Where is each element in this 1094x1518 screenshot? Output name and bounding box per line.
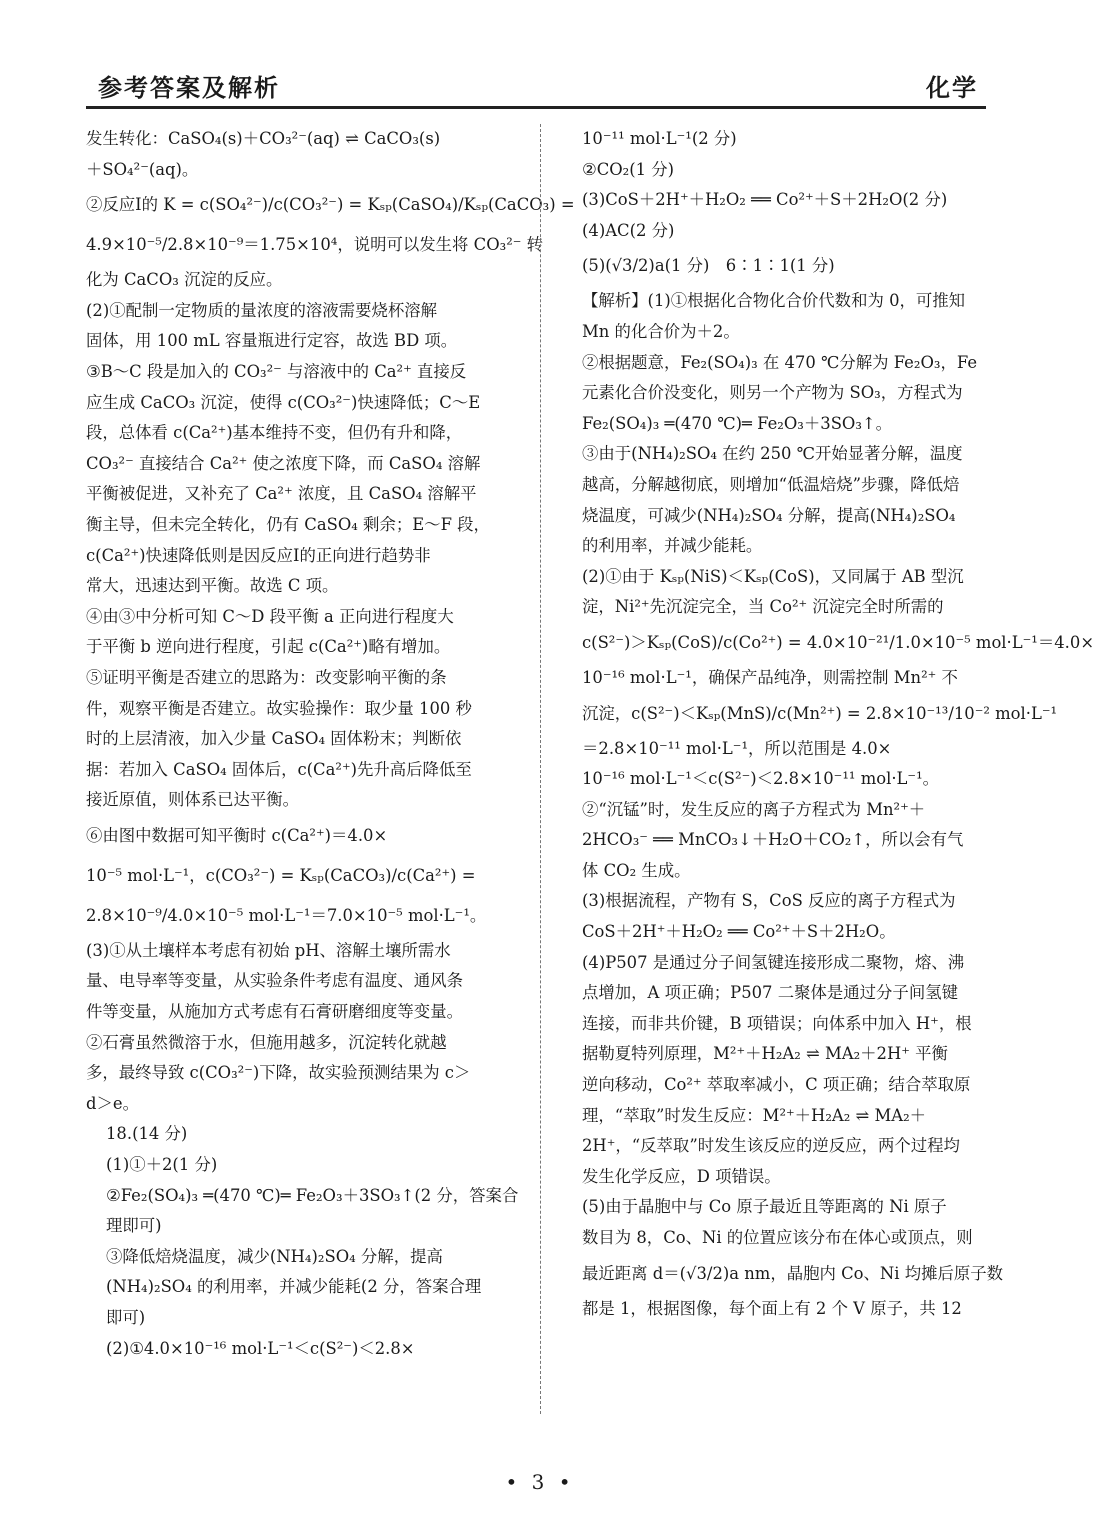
text-line: 发生转化：CaSO₄(s)＋CO₃²⁻(aq) ⇌ CaCO₃(s) [86,129,441,148]
text-line: Fe₂(SO₄)₃ ═(470 ℃)═ Fe₂O₃＋3SO₃↑。 [582,413,893,433]
text-line: ②石膏虽然微溶于水，但施用越多，沉淀转化就越 [86,1032,447,1052]
text-line: 10⁻¹⁶ mol·L⁻¹＜c(S²⁻)＜2.8×10⁻¹¹ mol·L⁻¹。 [582,769,940,789]
text-line: ＋SO₄²⁻(aq)。 [86,159,199,179]
text-line: ＝2.8×10⁻¹¹ mol·L⁻¹，所以范围是 4.0× [582,738,892,758]
page-header [86,66,986,109]
text-line: 沉淀，c(S²⁻)＜Kₛₚ(MnS)/c(Mn²⁺) = 2.8×10⁻¹³/10⁻² mol·L⁻¹ [582,703,1058,723]
text-line: (5)(√3/2)a(1 分) 6∶1∶1(1 分) [582,256,835,276]
text-line: 据勒夏特列原理，M²⁺＋H₂A₂ ⇌ MA₂＋2H⁺ 平衡 [582,1044,948,1064]
text-line: (5)由于晶胞中与 Co 原子最近且等距离的 Ni 原子 [582,1197,947,1217]
text-line: 件等变量，从施加方式考虑有石膏研磨细度等变量。 [86,1002,463,1022]
text-line: 平衡被促进，又补充了 Ca²⁺ 浓度，且 CaSO₄ 溶解平 [86,484,477,504]
text-line: (3)CoS＋2H⁺＋H₂O₂ ══ Co²⁺＋S＋2H₂O(2 分) [582,190,948,210]
text-line: 都是 1，根据图像，每个面上有 2 个 V 原子，共 12 [582,1298,962,1318]
text-line: ③由于(NH₄)₂SO₄ 在约 250 ℃开始显著分解，温度 [582,444,963,464]
text-line: (NH₄)₂SO₄ 的利用率，并减少能耗(2 分，答案合理 [106,1277,482,1297]
text-line: (2)①由于 Kₛₚ(NiS)＜Kₛₚ(CoS)，又同属于 AB 型沉 [582,566,964,586]
text-line: ⑥由图中数据可知平衡时 c(Ca²⁺)＝4.0× [86,825,388,845]
text-line: (2)①4.0×10⁻¹⁶ mol·L⁻¹＜c(S²⁻)＜2.8× [106,1338,415,1358]
text-line: 越高，分解越彻底，则增加“低温焙烧”步骤，降低焙 [582,474,960,494]
text-line: 10⁻¹⁶ mol·L⁻¹，确保产品纯净，则需控制 Mn²⁺ 不 [582,667,958,687]
text-line: d＞e。 [86,1093,139,1113]
text-line: 常大，迅速达到平衡。故选 C 项。 [86,576,339,596]
text-line: ④由③中分析可知 C～D 段平衡 a 正向进行程度大 [86,606,454,626]
text-line: 元素化合价没变化，则另一个产物为 SO₃，方程式为 [582,383,963,403]
text-line: ②“沉锰”时，发生反应的离子方程式为 Mn²⁺＋ [582,799,926,819]
text-line: 量、电导率等变量，从实验条件考虑有温度、通风条 [86,971,463,991]
text-line: c(Ca²⁺)快速降低则是因反应Ⅰ的正向进行趋势非 [86,545,431,565]
text-line: ②CO₂(1 分) [582,159,675,179]
text-line: CoS＋2H⁺＋H₂O₂ ══ Co²⁺＋S＋2H₂O。 [582,922,896,942]
header-title: 参考答案及解析 [98,73,280,102]
text-line: ②Fe₂(SO₄)₃ ═(470 ℃)═ Fe₂O₃＋3SO₃↑(2 分，答案合 [106,1185,519,1205]
text-line: (3)根据流程，产物有 S，CoS 反应的离子方程式为 [582,891,956,911]
page-number: • 3 • [505,1470,575,1494]
text-line: 发生化学反应，D 项错误。 [582,1166,781,1186]
text-line: 理，“萃取”时发生反应：M²⁺＋H₂A₂ ⇌ MA₂＋ [582,1105,927,1125]
right-column [582,124,1094,1324]
text-line: ②反应Ⅰ的 K = c(SO₄²⁻)/c(CO₃²⁻) = Kₛₚ(CaSO₄)/Kₛₚ(CaCO₃) = [86,195,575,215]
text-line: 【解析】(1)①根据化合物化合价代数和为 0，可推知 [582,291,966,311]
text-line: 理即可) [106,1216,162,1236]
text-line: (2)①配制一定物质的量浓度的溶液需要烧杯溶解 [86,300,438,320]
text-line: 应生成 CaCO₃ 沉淀，使得 c(CO₃²⁻)快速降低；C～E [86,392,481,412]
text-line: 最近距离 d＝(√3/2)a nm，晶胞内 Co、Ni 均摊后原子数 [582,1263,1004,1283]
text-line: 接近原值，则体系已达平衡。 [86,790,300,810]
text-line: c(S²⁻)＞Kₛₚ(CoS)/c(Co²⁺) = 4.0×10⁻²¹/1.0×10⁻⁵ mol·L⁻¹＝4.0× [582,632,1094,652]
text-line: (3)①从土壤样本考虑有初始 pH、溶解土壤所需水 [86,940,451,960]
text-line: 段，总体看 c(Ca²⁺)基本维持不变，但仍有升和降， [86,423,463,443]
text-line: ③降低焙烧温度，减少(NH₄)₂SO₄ 分解，提高 [106,1246,443,1266]
text-line: ②根据题意，Fe₂(SO₄)₃ 在 470 ℃分解为 Fe₂O₃，Fe [582,352,978,372]
column-divider [540,124,541,1414]
text-line: Mn 的化合价为＋2。 [582,321,740,341]
text-line: 连接，而非共价键，B 项错误；向体系中加入 H⁺，根 [582,1013,972,1033]
text-line: 的利用率，并减少能耗。 [582,536,763,556]
text-line: 2HCO₃⁻ ══ MnCO₃↓＋H₂O＋CO₂↑，所以会有气 [582,830,964,850]
text-line: 多，最终导致 c(CO₃²⁻)下降，故实验预测结果为 c＞ [86,1063,471,1083]
text-line: 件，观察平衡是否建立。故实验操作：取少量 100 秒 [86,698,472,718]
text-line: ⑤证明平衡是否建立的思路为：改变影响平衡的条 [86,667,447,687]
text-line: 4.9×10⁻⁵/2.8×10⁻⁹＝1.75×10⁴，说明可以发生将 CO₃²⁻ 转 [86,235,544,255]
text-line: 烧温度，可减少(NH₄)₂SO₄ 分解，提高(NH₄)₂SO₄ [582,505,956,525]
text-line: 时的上层清液，加入少量 CaSO₄ 固体粉末；判断依 [86,729,462,749]
text-line: 据：若加入 CaSO₄ 固体后，c(Ca²⁺)先升高后降低至 [86,759,472,779]
text-line: 化为 CaCO₃ 沉淀的反应。 [86,270,283,290]
text-line: 18.(14 分) [106,1124,188,1144]
text-line: 衡主导，但未完全转化，仍有 CaSO₄ 剩余；E～F 段， [86,514,490,534]
text-line: (4)AC(2 分) [582,220,675,240]
header-subject: 化学 [926,73,978,102]
text-line: 体 CO₂ 生成。 [582,860,691,880]
left-column [86,124,575,1364]
text-line: 数目为 8，Co、Ni 的位置应该分布在体心或顶点，则 [582,1228,973,1247]
text-line: CO₃²⁻ 直接结合 Ca²⁺ 使之浓度下降，而 CaSO₄ 溶解 [86,453,481,473]
text-line: 逆向移动，Co²⁺ 萃取率减小，C 项正确；结合萃取原 [582,1075,971,1095]
text-line: 于平衡 b 逆向进行程度，引起 c(Ca²⁺)略有增加。 [86,637,451,657]
text-line: (4)P507 是通过分子间氢键连接形成二聚物，熔、沸 [582,952,965,972]
text-line: (1)①＋2(1 分) [106,1155,218,1175]
text-line: ③B～C 段是加入的 CO₃²⁻ 与溶液中的 Ca²⁺ 直接反 [86,361,467,381]
text-line: 2H⁺，“反萃取”时发生该反应的逆反应，两个过程均 [582,1136,960,1156]
text-line: 点增加，A 项正确；P507 二聚体是通过分子间氢键 [582,983,958,1003]
text-line: 2.8×10⁻⁹/4.0×10⁻⁵ mol·L⁻¹＝7.0×10⁻⁵ mol·L⁻¹。 [86,905,487,925]
text-line: 即可) [106,1308,146,1327]
text-line: 淀，Ni²⁺先沉淀完全，当 Co²⁺ 沉淀完全时所需的 [582,597,944,617]
text-line: 10⁻¹¹ mol·L⁻¹(2 分) [582,129,737,148]
text-line: 10⁻⁵ mol·L⁻¹，c(CO₃²⁻) = Kₛₚ(CaCO₃)/c(Ca²⁺) = [86,865,476,885]
text-line: 固体，用 100 mL 容量瓶进行定容，故选 BD 项。 [86,331,458,351]
